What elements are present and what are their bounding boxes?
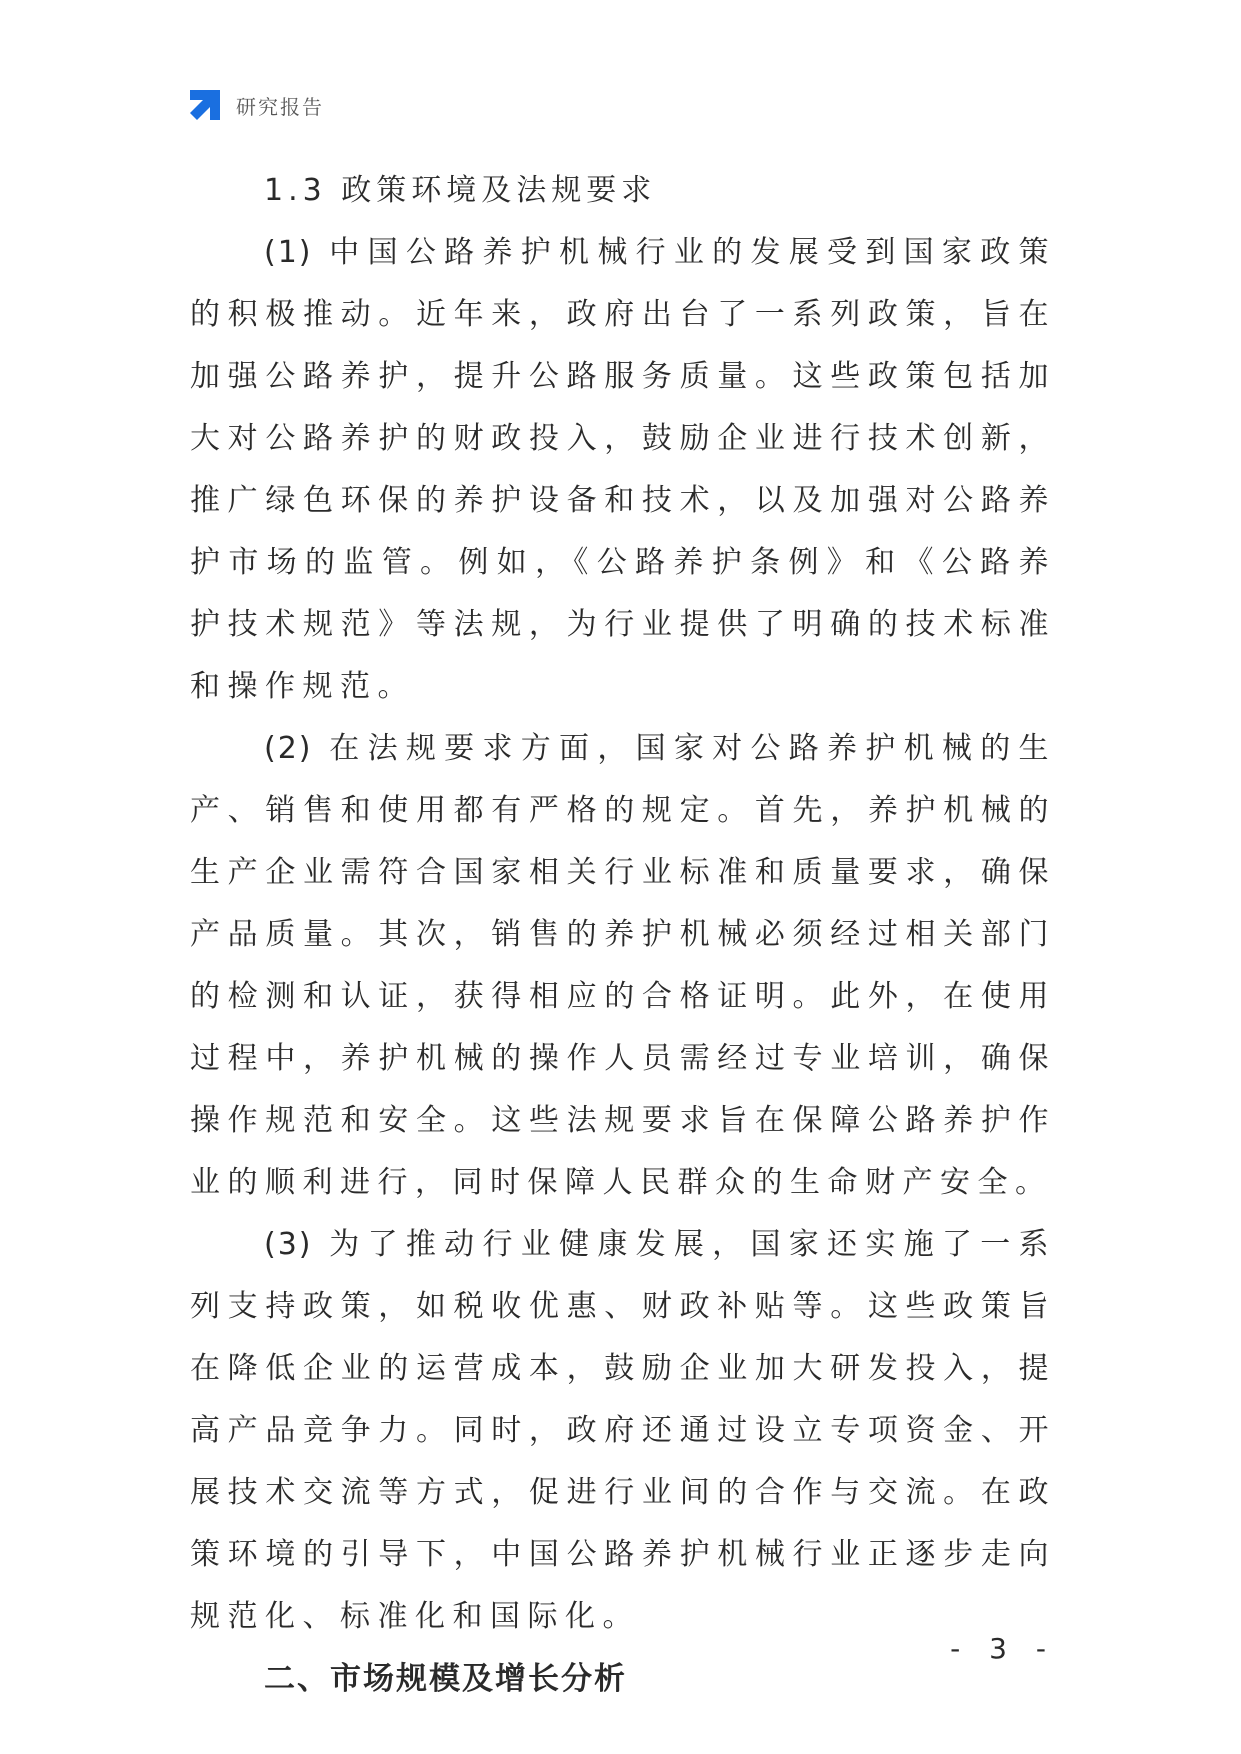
paragraph-number: (1) bbox=[264, 235, 313, 270]
paragraph-3 bbox=[190, 1214, 1056, 1648]
page-number: - 3 - bbox=[950, 1632, 1056, 1665]
paragraph-text: 为了推动行业健康发展，国家还实施了一系列支持政策，如税收优惠、财政补贴等。这些政策旨在降低企业的运营成本，鼓励企业加大研发投入，提高产品竞争力。同时，政府还通过设立专项资金、开展技术交流等方式，促进行业间的合作与交流。在政策环境的引导下，中国公路养护机械行业正逐步走向规范化、标准化和国际化。 bbox=[190, 1227, 1056, 1634]
header-label: 研究报告 bbox=[236, 94, 324, 119]
paragraph-number: (3) bbox=[264, 1227, 313, 1262]
document-body bbox=[190, 160, 1056, 1710]
page-header bbox=[188, 88, 324, 122]
paragraph-text: 中国公路养护机械行业的发展受到国家政策的积极推动。近年来，政府出台了一系列政策，旨在加强公路养护，提升公路服务质量。这些政策包括加大对公路养护的财政投入，鼓励企业进行技术创新，推广绿色环保的养护设备和技术，以及加强对公路养护市场的监管。例如，《公路养护条例》和《公路养护技术规范》等法规，为行业提供了明确的技术标准和操作规范。 bbox=[190, 235, 1056, 704]
paragraph-number: (2) bbox=[264, 731, 313, 766]
paragraph-1 bbox=[190, 222, 1056, 718]
chapter-title: 二、市场规模及增长分析 bbox=[264, 1661, 627, 1697]
paragraph-2 bbox=[190, 718, 1056, 1214]
logo-arrow-icon bbox=[188, 88, 222, 122]
section-title: 1.3 政策环境及法规要求 bbox=[264, 173, 657, 208]
paragraph-text: 在法规要求方面，国家对公路养护机械的生产、销售和使用都有严格的规定。首先，养护机械的生产企业需符合国家相关行业标准和质量要求，确保产品质量。其次，销售的养护机械必须经过相关部门的检测和认证，获得相应的合格证明。此外，在使用过程中，养护机械的操作人员需经过专业培训，确保操作规范和安全。这些法规要求旨在保障公路养护作业的顺利进行，同时保障人民群众的生命财产安全。 bbox=[190, 731, 1056, 1200]
